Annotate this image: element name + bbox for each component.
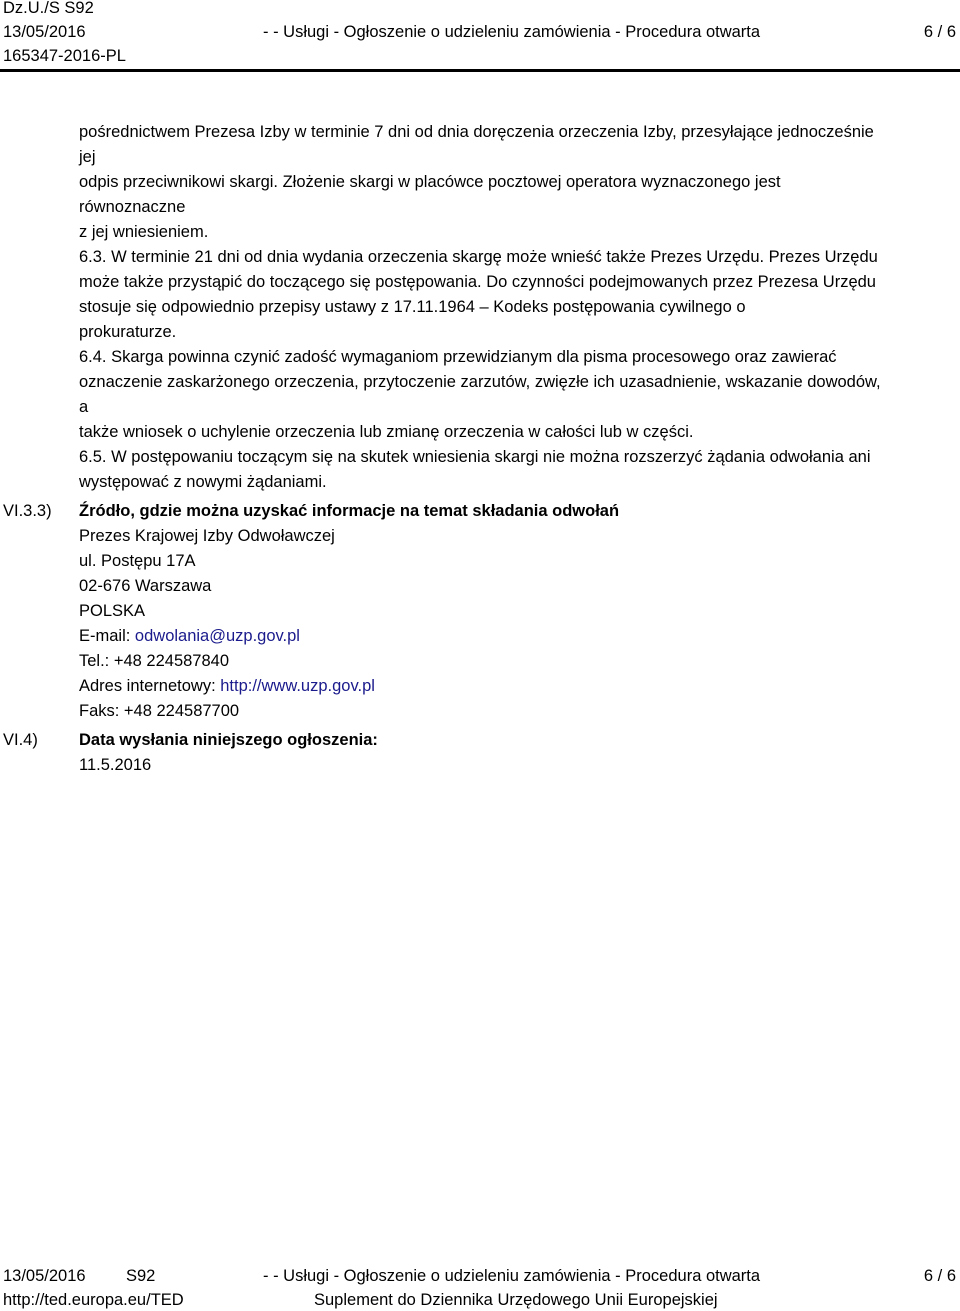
footer-url[interactable]: http://ted.europa.eu/TED [3, 1291, 184, 1309]
body-line: może także przystąpić do toczącego się postępowania. Do czynności podejmowanych przez Prezesa Urzędu [79, 273, 876, 291]
body-line: z jej wniesieniem. [79, 223, 209, 241]
section-heading-dispatch-date: Data wysłania niniejszego ogłoszenia: [79, 731, 378, 749]
body-line: 6.3. W terminie 21 dni od dnia wydania orzeczenia skargę może wnieść także Prezes Urzędu. Prezes Urzędu [79, 248, 878, 266]
email-label: E-mail: [79, 627, 135, 645]
header-page-number: 6 / 6 [923, 23, 956, 41]
footer-page-number: 6 / 6 [923, 1267, 956, 1285]
section-heading-review-info: Źródło, gdzie można uzyskać informacje na temat składania odwołań [79, 502, 620, 520]
body-line: prokuraturze. [79, 323, 177, 341]
body-line: pośrednictwem Prezesa Izby w terminie 7 dni od dnia doręczenia orzeczenia Izby, przesyłające jednocześnie [79, 123, 874, 141]
header-title: - - Usługi - Ogłoszenie o udzieleniu zamówienia - Procedura otwarta [263, 23, 761, 41]
notice-id: 165347-2016-PL [3, 47, 126, 65]
journal-ref: Dz.U./S S92 [3, 0, 94, 17]
fax: Faks: +48 224587700 [79, 702, 240, 720]
body-line: a [79, 398, 89, 416]
body-line: 6.5. W postępowaniu toczącym się na skutek wniesienia skargi nie można rozszerzyć żądania odwołania ani [79, 448, 871, 466]
section-number-vi4: VI.4) [3, 731, 38, 749]
body-line: równoznaczne [79, 198, 186, 216]
postal-city: 02-676 Warszawa [79, 577, 212, 595]
body-line: występować z nowymi żądaniami. [79, 473, 327, 491]
footer-title: - - Usługi - Ogłoszenie o udzieleniu zamówienia - Procedura otwarta [263, 1267, 761, 1285]
section-number-vi33: VI.3.3) [3, 502, 52, 520]
country: POLSKA [79, 602, 146, 620]
website-label: Adres internetowy: [79, 677, 221, 695]
dispatch-date: 11.5.2016 [79, 756, 152, 774]
phone: Tel.: +48 224587840 [79, 652, 230, 670]
header-rule [0, 69, 960, 72]
body-line: odpis przeciwnikowi skargi. Złożenie skargi w placówce pocztowej operatora wyznaczonego jest [79, 173, 781, 191]
footer-date: 13/05/2016 [3, 1267, 86, 1285]
body-line: 6.4. Skarga powinna czynić zadość wymaganiom przewidzianym dla pisma procesowego oraz zawierać [79, 348, 837, 366]
org-name: Prezes Krajowej Izby Odwoławczej [79, 527, 335, 545]
body-line: stosuje się odpowiednio przepisy ustawy z 17.11.1964 – Kodeks postępowania cywilnego o [79, 298, 746, 316]
body-line: także wniosek o uchylenie orzeczenia lub zmianę orzeczenia w całości lub w części. [79, 423, 694, 441]
email-link[interactable]: odwolania@uzp.gov.pl [134, 627, 300, 645]
body-line: jej [79, 148, 96, 166]
email-row [79, 628, 300, 645]
header-date: 13/05/2016 [3, 23, 86, 41]
website-row [79, 678, 375, 695]
website-link[interactable]: http://www.uzp.gov.pl [220, 677, 375, 695]
footer-supplement: Suplement do Dziennika Urzędowego Unii Europejskiej [314, 1291, 718, 1309]
body-line: oznaczenie zaskarżonego orzeczenia, przytoczenie zarzutów, zwięzłe ich uzasadnienie, wskazanie dowodów, [79, 373, 881, 391]
street-address: ul. Postępu 17A [79, 552, 196, 570]
footer-series: S92 [126, 1267, 156, 1285]
